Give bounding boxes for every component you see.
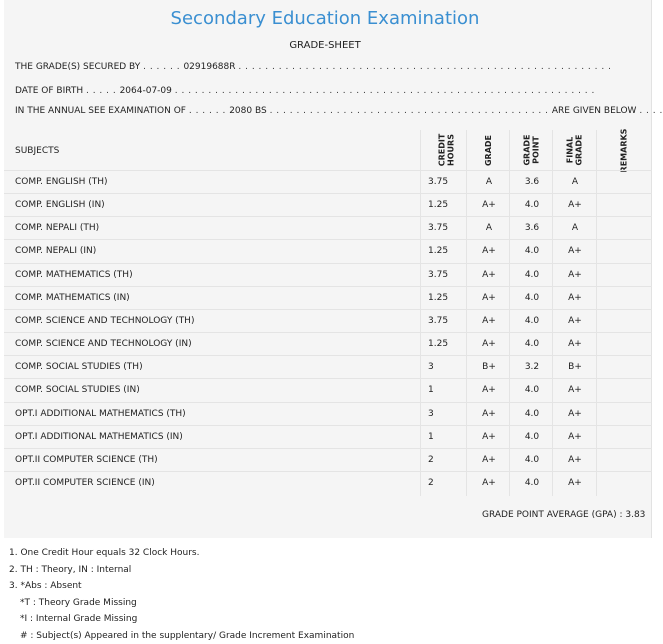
note-item: *I : Internal Grade Missing	[9, 611, 354, 628]
final-grade-cell: A+	[560, 240, 590, 263]
table-row	[4, 332, 652, 355]
final-grade-cell: A+	[560, 449, 590, 472]
grade-point-cell: 4.0	[517, 310, 547, 333]
note-item: 2. TH : Theory, IN : Internal	[9, 562, 354, 579]
subject-cell: COMP. SOCIAL STUDIES (TH)	[15, 356, 143, 379]
gpa-label: GRADE POINT AVERAGE (GPA) :	[482, 510, 622, 520]
grade-point-cell: 4.0	[517, 333, 547, 356]
credit-hours-cell: 3.75	[428, 264, 448, 287]
note-item: *T : Theory Grade Missing	[9, 595, 354, 612]
credit-hours-cell: 3.75	[428, 310, 448, 333]
header-credit-hours: CREDIT HOURS	[428, 130, 464, 170]
credit-hours-cell: 1.25	[428, 194, 448, 217]
grade-cell: A+	[474, 194, 504, 217]
final-grade-cell: A+	[560, 264, 590, 287]
grade-cell: A+	[474, 379, 504, 402]
grade-cell: A+	[474, 426, 504, 449]
grade-point-cell: 4.0	[517, 287, 547, 310]
footnotes	[9, 545, 354, 644]
info-exam: IN THE ANNUAL SEE EXAMINATION OF . . . . . . 2080 BS . . . . . . . . . . . . . . . . . . . . . . . . . . . . . . . . . . . . . . . . . . ARE GIVEN BELOW . . . .	[15, 106, 663, 116]
grade-cell: A	[474, 171, 504, 194]
subject-cell: COMP. NEPALI (TH)	[15, 217, 99, 240]
credit-hours-cell: 3	[428, 403, 434, 426]
table-row	[4, 193, 652, 216]
grade-point-cell: 4.0	[517, 264, 547, 287]
subject-cell: OPT.II COMPUTER SCIENCE (IN)	[15, 472, 155, 495]
credit-hours-cell: 1.25	[428, 333, 448, 356]
subject-cell: OPT.I ADDITIONAL MATHEMATICS (IN)	[15, 426, 183, 449]
credit-hours-cell: 1.25	[428, 287, 448, 310]
note-item: 1. One Credit Hour equals 32 Clock Hours.	[9, 545, 354, 562]
grade-cell: A+	[474, 403, 504, 426]
table-row	[4, 286, 652, 309]
table-row	[4, 239, 652, 262]
exam-suffix: ARE GIVEN BELOW	[552, 106, 637, 116]
exam-label: IN THE ANNUAL SEE EXAMINATION OF	[15, 106, 186, 116]
final-grade-cell: A+	[560, 472, 590, 495]
header-subjects: SUBJECTS	[15, 146, 59, 156]
info-dob: DATE OF BIRTH . . . . . 2064-07-09 . . . . . . . . . . . . . . . . . . . . . . . . . . . . . . . . . . . . . . . . . . . . . . . . . . . . . . . . . . . . . . .	[15, 86, 595, 96]
subject-cell: COMP. SOCIAL STUDIES (IN)	[15, 379, 140, 402]
subject-cell: COMP. SCIENCE AND TECHNOLOGY (TH)	[15, 310, 194, 333]
grade-cell: B+	[474, 356, 504, 379]
subject-cell: COMP. MATHEMATICS (IN)	[15, 287, 130, 310]
final-grade-cell: A	[560, 217, 590, 240]
credit-hours-cell: 2	[428, 449, 434, 472]
grade-cell: A+	[474, 310, 504, 333]
page-subtitle: GRADE-SHEET	[0, 40, 650, 51]
final-grade-cell: A+	[560, 333, 590, 356]
table-row	[4, 378, 652, 401]
grade-point-cell: 3.6	[517, 217, 547, 240]
final-grade-cell: A+	[560, 403, 590, 426]
grade-point-cell: 4.0	[517, 379, 547, 402]
final-grade-cell: A+	[560, 310, 590, 333]
grade-point-cell: 4.0	[517, 426, 547, 449]
header-final-grade: FINAL GRADE	[560, 130, 590, 170]
credit-hours-cell: 3	[428, 356, 434, 379]
grade-point-cell: 3.2	[517, 356, 547, 379]
credit-hours-cell: 3.75	[428, 171, 448, 194]
secured-by-label: THE GRADE(S) SECURED BY	[15, 62, 140, 72]
final-grade-cell: A	[560, 171, 590, 194]
table-row	[4, 355, 652, 378]
table-row	[4, 471, 652, 494]
table-header	[4, 130, 652, 170]
subject-cell: COMP. ENGLISH (TH)	[15, 171, 108, 194]
final-grade-cell: A+	[560, 194, 590, 217]
table-row	[4, 170, 652, 193]
credit-hours-cell: 1	[428, 379, 434, 402]
subject-cell: COMP. MATHEMATICS (TH)	[15, 264, 133, 287]
grade-point-cell: 4.0	[517, 449, 547, 472]
table-row	[4, 448, 652, 471]
grade-cell: A+	[474, 240, 504, 263]
exam-value: 2080 BS	[229, 106, 267, 116]
table-row	[4, 309, 652, 332]
credit-hours-cell: 1.25	[428, 240, 448, 263]
grade-cell: A	[474, 217, 504, 240]
subject-cell: COMP. NEPALI (IN)	[15, 240, 96, 263]
info-secured-by: THE GRADE(S) SECURED BY . . . . . . 02919688R . . . . . . . . . . . . . . . . . . . . . . . . . . . . . . . . . . . . . . . . . . . . . . . . . . . . . . . .	[15, 62, 611, 72]
final-grade-cell: A+	[560, 426, 590, 449]
grade-point-cell: 4.0	[517, 472, 547, 495]
final-grade-cell: B+	[560, 356, 590, 379]
grade-cell: A+	[474, 472, 504, 495]
gpa-summary	[482, 510, 645, 520]
grade-cell: A+	[474, 287, 504, 310]
header-grade-point: GRADE POINT	[517, 130, 547, 170]
grade-point-cell: 4.0	[517, 403, 547, 426]
subject-cell: OPT.I ADDITIONAL MATHEMATICS (TH)	[15, 403, 186, 426]
credit-hours-cell: 2	[428, 472, 434, 495]
dob-value: 2064-07-09	[120, 86, 172, 96]
header-remarks: REMARKS	[606, 130, 642, 170]
subject-cell: COMP. ENGLISH (IN)	[15, 194, 105, 217]
note-item: 3. *Abs : Absent	[9, 578, 354, 595]
gpa-value: 3.83	[625, 510, 645, 520]
grade-cell: A+	[474, 264, 504, 287]
grade-cell: A+	[474, 449, 504, 472]
grade-point-cell: 4.0	[517, 240, 547, 263]
dob-label: DATE OF BIRTH	[15, 86, 83, 96]
subject-cell: OPT.II COMPUTER SCIENCE (TH)	[15, 449, 158, 472]
page-title: Secondary Education Examination	[0, 8, 650, 29]
credit-hours-cell: 3.75	[428, 217, 448, 240]
table-row	[4, 425, 652, 448]
table-row	[4, 402, 652, 425]
credit-hours-cell: 1	[428, 426, 434, 449]
note-item: # : Subject(s) Appeared in the supplentary/ Grade Increment Examination	[9, 628, 354, 644]
grade-cell: A+	[474, 333, 504, 356]
final-grade-cell: A+	[560, 379, 590, 402]
grade-point-cell: 3.6	[517, 171, 547, 194]
header-grade: GRADE	[474, 130, 504, 170]
grade-point-cell: 4.0	[517, 194, 547, 217]
secured-by-value: 02919688R	[183, 62, 235, 72]
final-grade-cell: A+	[560, 287, 590, 310]
table-row	[4, 216, 652, 239]
subject-cell: COMP. SCIENCE AND TECHNOLOGY (IN)	[15, 333, 192, 356]
table-row	[4, 263, 652, 286]
